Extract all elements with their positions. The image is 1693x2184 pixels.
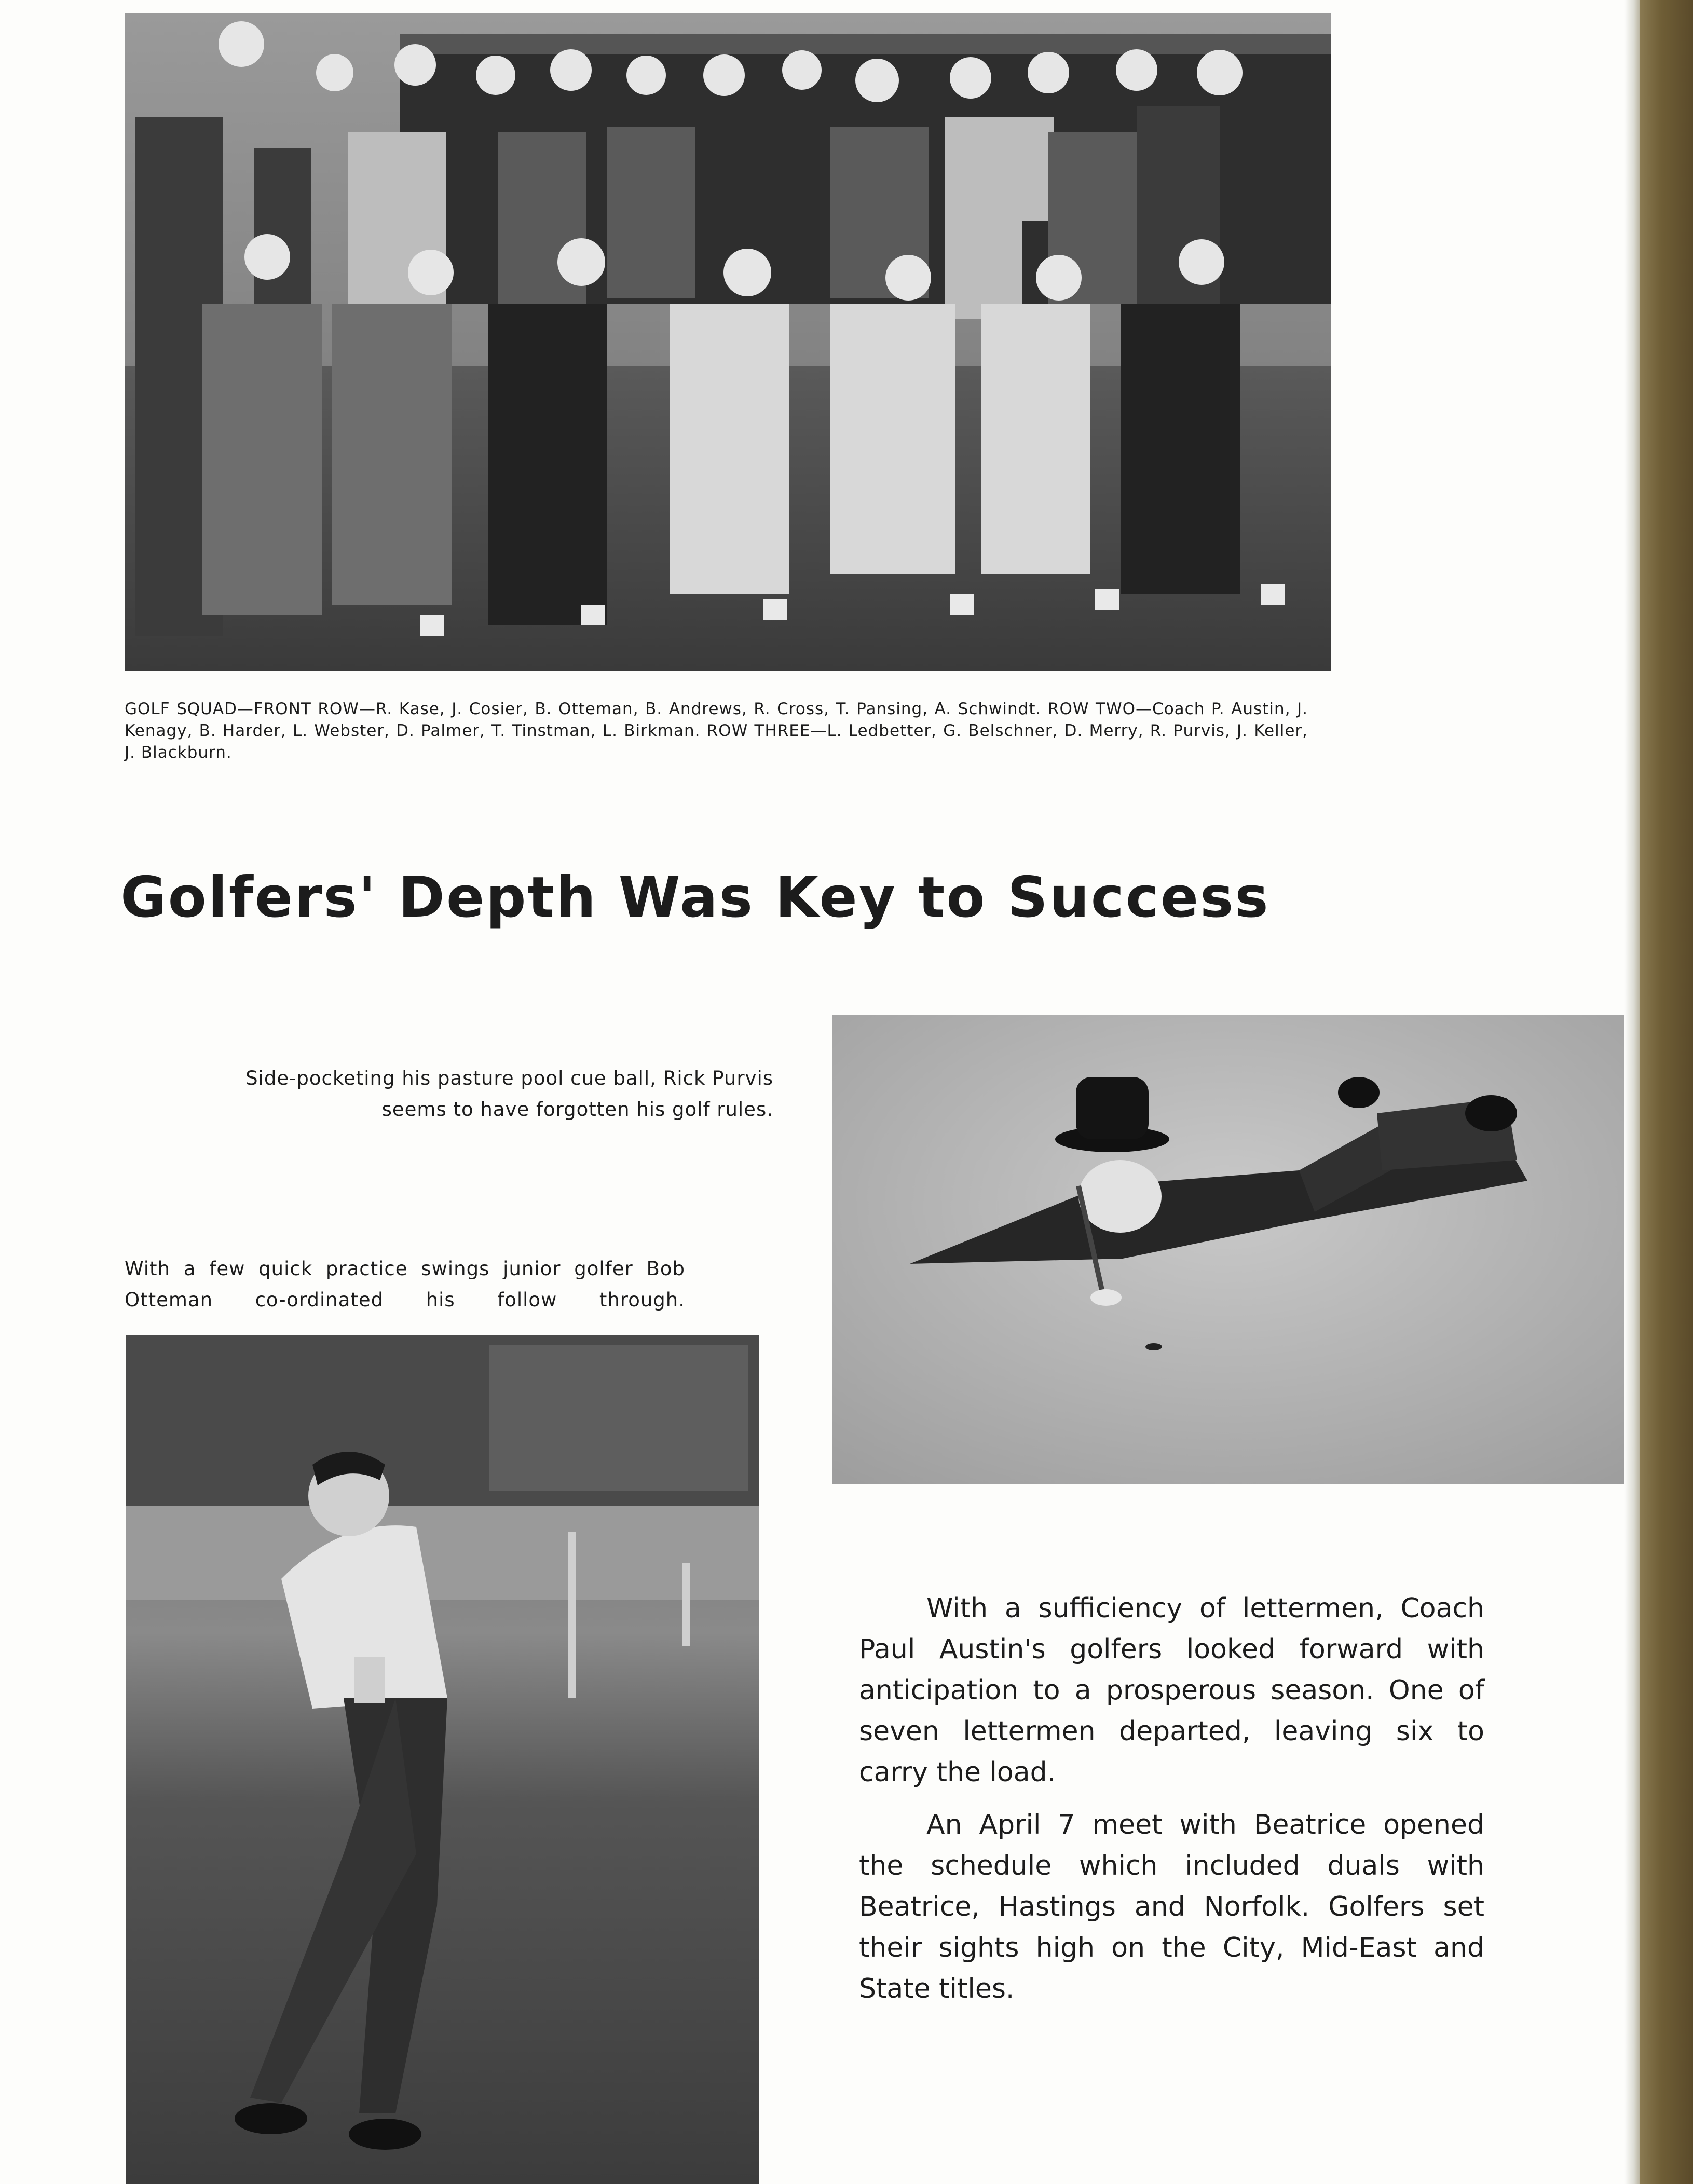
book-binding [1640, 0, 1693, 2184]
otteman-swing-photo [126, 1335, 759, 2184]
page-headline: Golfers' Depth Was Key to Success [120, 865, 1270, 930]
purvis-photo-caption: Side-pocketing his pasture pool cue ball, Rick Purvis seems to have forgotten his golf rules. [245, 1067, 773, 1121]
article-paragraph: An April 7 meet with Beatrice opened the schedule which included duals with Beatrice, Hastings and Norfolk. Golfers set their sights high on the City, Mid-East and State titles. [859, 1809, 1484, 2004]
squad-photo-caption: GOLF SQUAD—FRONT ROW—R. Kase, J. Cosier, B. Otteman, B. Andrews, R. Cross, T. Pansing, A. Schwindt. ROW TWO—Coach P. Austin, J. Kenagy, B. Harder, L. Webster, D. Palmer, T. Tinstman, L. Birkman. ROW THREE—L. Ledbetter, G. Belschner, D. Merry, R. Purvis, J. Keller, J. Blackburn. [125, 700, 1308, 762]
article-body [859, 1588, 1484, 2021]
purvis-putting-photo [832, 1015, 1624, 1484]
page-gutter-shadow [1624, 0, 1640, 2184]
article-paragraph: With a sufficiency of lettermen, Coach Paul Austin's golfers looked forward with anticipation to a prosperous season. One of seven lettermen departed, leaving six to carry the load. [859, 1593, 1484, 1788]
golf-squad-photo [125, 13, 1331, 671]
otteman-photo-caption: With a few quick practice swings junior golfer Bob Otteman co-ordinated his follow through. [125, 1258, 685, 1311]
